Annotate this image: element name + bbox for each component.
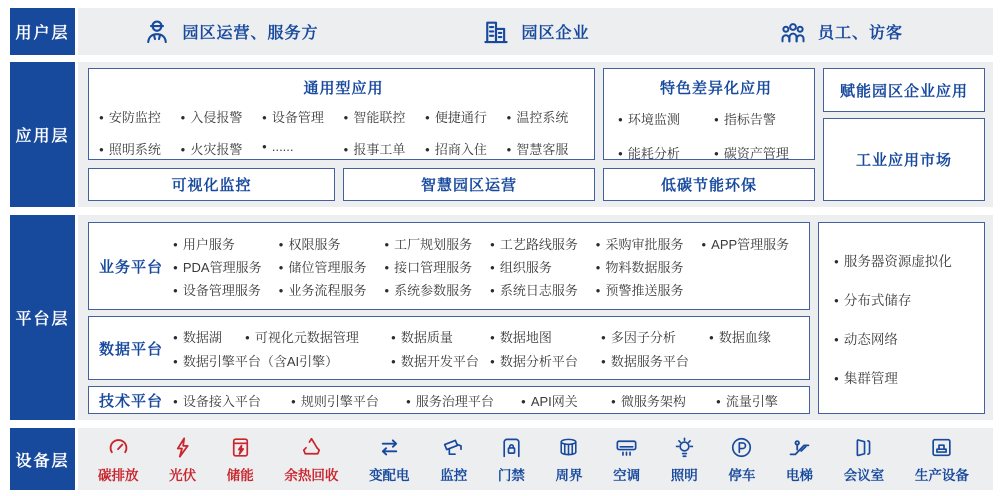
application-layer-band — [10, 62, 993, 207]
app-item: ● 招商入住 — [425, 139, 507, 158]
device-label: 会议室 — [843, 467, 885, 483]
service-item: ● 流量引擎 — [716, 391, 807, 410]
service-item: ● 可视化元数据管理 — [245, 327, 391, 346]
service-item: ● APP管理服务 — [701, 234, 807, 253]
service-item: ● 数据湖 — [173, 327, 245, 346]
service-item: ● 数据血缘 — [709, 327, 807, 346]
user-group-label: 园区运营、服务方 — [182, 25, 319, 42]
industrial-market-box: 工业应用市场 — [823, 118, 985, 201]
tech-platform-box — [88, 386, 810, 414]
door-lock-icon — [499, 435, 524, 460]
user-group-label: 员工、访客 — [817, 25, 903, 42]
service-item: ● PDA管理服务 — [173, 257, 279, 276]
general-apps-box — [88, 68, 595, 160]
service-item: ● 物料数据服务 — [596, 257, 702, 276]
parking-icon — [729, 435, 754, 460]
platform-left-column — [88, 222, 810, 414]
empower-enterprise-box: 赋能园区企业应用 — [823, 68, 985, 112]
low-carbon-box: 低碳节能环保 — [603, 168, 815, 201]
service-item: ● API网关 — [521, 391, 611, 410]
service-row — [173, 257, 807, 276]
device-parking — [728, 435, 755, 484]
device-energy-storage — [227, 435, 254, 484]
device-label: 空调 — [613, 467, 641, 483]
device-hvac — [613, 435, 640, 484]
device-label: 监控 — [440, 467, 468, 483]
device-waste-heat-recovery — [284, 435, 338, 484]
special-apps-box — [603, 68, 815, 160]
service-item: ● 设备接入平台 — [173, 391, 291, 410]
business-platform-title: 业务平台 — [98, 258, 163, 276]
device-elevator — [786, 435, 813, 484]
app-item: ● 智能联控 — [344, 107, 426, 126]
service-item: ● 数据服务平台 — [601, 351, 709, 370]
device-label: 余热回收 — [284, 467, 339, 483]
data-platform-box — [88, 316, 810, 380]
service-item: ● 系统参数服务 — [384, 280, 490, 299]
app-item: ● 环境监测 — [618, 109, 714, 128]
app-item: ● 照明系统 — [99, 139, 181, 158]
service-item: ● 系统日志服务 — [490, 280, 596, 299]
building-icon — [481, 17, 511, 47]
user-layer-band — [10, 8, 993, 55]
app-column-special — [603, 68, 815, 201]
service-item: ● 多因子分析 — [601, 327, 709, 346]
cctv-icon — [441, 435, 466, 460]
data-platform-list — [173, 322, 809, 375]
service-item: ● 权限服务 — [279, 234, 385, 253]
device-label: 停车 — [728, 467, 756, 483]
business-platform-box — [88, 222, 810, 310]
device-layer-content — [78, 428, 993, 490]
service-row — [173, 327, 807, 346]
infra-item: ● 分布式储存 — [834, 289, 984, 309]
app-item: ● 设备管理 — [262, 107, 344, 126]
app-item: ● 碳资产管理 — [714, 143, 814, 162]
device-label: 周界 — [555, 467, 583, 483]
device-solar — [169, 435, 196, 484]
service-item: ● 规则引擎平台 — [291, 391, 406, 410]
device-layer-badge: 设备层 — [10, 428, 75, 490]
application-layer-badge: 应用层 — [10, 62, 75, 207]
service-item: ● 数据分析平台 — [490, 351, 601, 370]
tech-platform-title: 技术平台 — [98, 392, 163, 410]
special-apps-title: 特色差异化应用 — [659, 80, 772, 97]
perimeter-icon — [556, 435, 581, 460]
infra-item: ● 服务器资源虚拟化 — [834, 250, 984, 270]
worker-icon — [142, 17, 172, 47]
app-item: ● 温控系统 — [507, 107, 589, 126]
device-access-control — [498, 435, 525, 484]
service-item: ● 预警推送服务 — [596, 280, 702, 299]
service-item: ● 工艺路线服务 — [490, 234, 596, 253]
ac-icon — [614, 435, 639, 460]
app-item: ● 安防监控 — [99, 107, 181, 126]
device-label: 门禁 — [497, 467, 525, 483]
user-layer-content — [78, 8, 993, 55]
service-item: ● 数据质量 — [391, 327, 490, 346]
service-item: ● 数据开发平台 — [391, 351, 490, 370]
transfer-arrows-icon — [377, 435, 402, 460]
service-item: ● 数据引擎平台（含AI引擎） — [173, 351, 391, 370]
smart-park-ops-box: 智慧园区运营 — [343, 168, 595, 201]
app-item: ● 报事工单 — [344, 139, 426, 158]
infrastructure-box — [818, 222, 985, 414]
device-label: 储能 — [226, 467, 254, 483]
meeting-room-icon — [851, 435, 876, 460]
escalator-icon — [787, 435, 812, 460]
device-perimeter — [555, 435, 582, 484]
infra-item: ● 集群管理 — [834, 367, 984, 387]
battery-icon — [228, 435, 253, 460]
service-item: ● 储位管理服务 — [279, 257, 385, 276]
device-label: 光伏 — [169, 467, 197, 483]
visual-monitoring-box: 可视化监控 — [88, 168, 335, 201]
device-label: 生产设备 — [914, 467, 969, 483]
user-group-label: 园区企业 — [521, 25, 590, 42]
business-platform-list — [173, 230, 809, 303]
service-item: ● 组织服务 — [490, 257, 596, 276]
app-item: ● 指标告警 — [714, 109, 814, 128]
application-layer-content — [78, 62, 993, 207]
app-item: ● 智慧客服 — [507, 139, 589, 158]
user-group-visitors — [688, 17, 993, 47]
app-column-enterprise — [823, 68, 985, 201]
app-item: ● 火灾报警 — [181, 139, 263, 158]
service-row — [173, 351, 807, 370]
app-item: ● 能耗分析 — [618, 143, 714, 162]
app-bottom-row — [88, 168, 595, 201]
people-icon — [778, 17, 808, 47]
service-row — [173, 280, 807, 299]
service-item: ● 采购审批服务 — [596, 234, 702, 253]
device-carbon-emission — [98, 435, 139, 484]
user-group-enterprise — [383, 17, 688, 47]
infra-item: ● 动态网络 — [834, 328, 984, 348]
device-surveillance — [440, 435, 467, 484]
device-label: 碳排放 — [98, 467, 139, 483]
lightning-icon — [170, 435, 195, 460]
general-apps-title: 通用型应用 — [303, 80, 384, 97]
gauge-icon — [106, 435, 131, 460]
device-lighting — [671, 435, 698, 484]
platform-layer-badge: 平台层 — [10, 215, 75, 420]
service-row — [173, 234, 807, 253]
light-icon — [672, 435, 697, 460]
tech-platform-list — [173, 391, 809, 410]
general-apps-list — [99, 107, 588, 158]
service-item: ● 服务治理平台 — [406, 391, 521, 410]
app-item: ● 便捷通行 — [425, 107, 507, 126]
device-label: 照明 — [670, 467, 698, 483]
service-item: ● 微服务架构 — [611, 391, 716, 410]
user-group-operator — [78, 17, 383, 47]
data-platform-title: 数据平台 — [98, 340, 163, 358]
service-item: ● 接口管理服务 — [384, 257, 490, 276]
device-label: 变配电 — [369, 467, 410, 483]
device-label: 电梯 — [786, 467, 814, 483]
platform-layer-content — [78, 215, 993, 420]
service-item: ● 工厂规划服务 — [384, 234, 490, 253]
device-production-equipment — [915, 435, 969, 484]
special-apps-list — [618, 109, 814, 162]
device-layer-band — [10, 428, 993, 490]
platform-layer-band — [10, 215, 993, 420]
device-power-distribution — [369, 435, 410, 484]
app-item: ● 入侵报警 — [181, 107, 263, 126]
app-column-general — [88, 68, 595, 201]
service-item: ● 设备管理服务 — [173, 280, 279, 299]
service-item: ● 用户服务 — [173, 234, 279, 253]
recycle-icon — [299, 435, 324, 460]
app-item: ● ...... — [262, 139, 344, 158]
service-item: ● 数据地图 — [490, 327, 601, 346]
user-layer-badge: 用户层 — [10, 8, 75, 55]
service-item: ● 业务流程服务 — [279, 280, 385, 299]
production-icon — [929, 435, 954, 460]
device-meeting-room — [844, 435, 885, 484]
